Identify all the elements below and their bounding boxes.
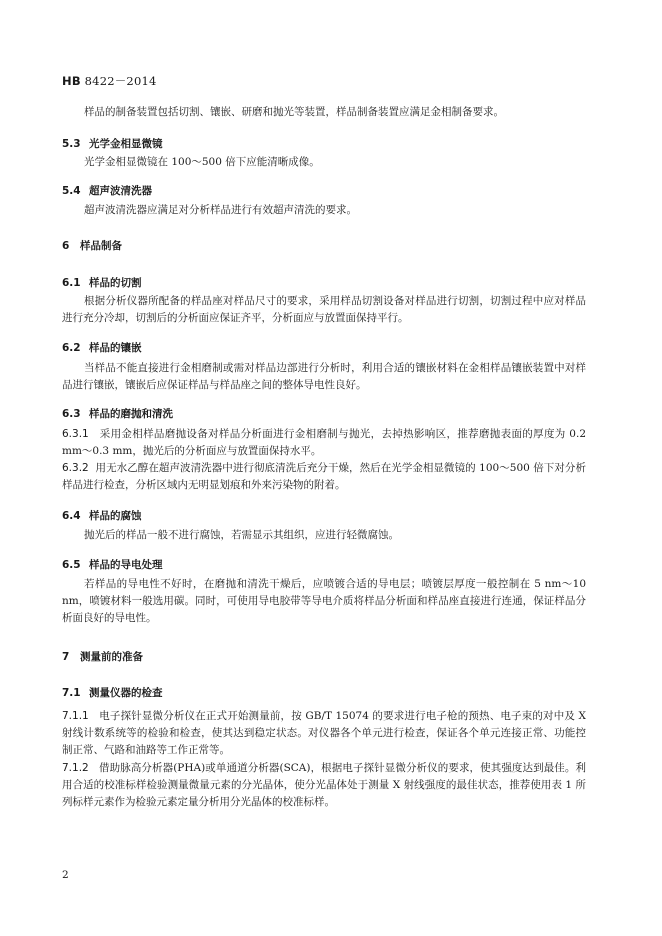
paragraph: 若样品的导电性不好时，在磨抛和清洗干燥后，应喷镀合适的导电层；喷镀层厚度一般控制在 5 nm～10 nm，喷镀材料一般选用碳。同时，可使用导电胶带等导电介质将样品分析面和样品座直接进行连通，保证样品分析面良好的导电性。 bbox=[62, 578, 586, 624]
paragraph: 抛光后的样品一般不进行腐蚀，若需显示其组织，应进行轻微腐蚀。 bbox=[84, 529, 399, 541]
page-number: 2 bbox=[62, 869, 69, 881]
paragraph: 当样品不能直接进行金相磨制或需对样品边部进行分析时，利用合适的镶嵌材料在金相样品镶嵌装置中对样品进行镶嵌，镶嵌后应保证样品与样品座之间的整体导电性良好。 bbox=[62, 362, 586, 391]
subclause-paragraph: 7.1.1 电子探针显微分析仪在正式开始测量前，按 GB/T 15074 的要求进行电子枪的预热、电子束的对中及 X 射线计数系统等的检验和检查，使其达到稳定状态。对仪器各个单元进行检查，保证各个单元连接正常、功能控制正常、气路和油路等工作正常等。 bbox=[62, 710, 587, 756]
standard-code: HB bbox=[62, 74, 81, 88]
section-heading: 5.3 光学金相显微镜 bbox=[62, 138, 163, 150]
subclause-paragraph: 7.1.2 借助脉高分析器(PHA)或单通道分析器(SCA)，根据电子探针显微分析仪的要求，使其强度达到最佳。利用合适的校准标样检验测量微量元素的分光晶体，使分光晶体处于测量 X 射线强度的最佳状态，推荐使用表 1 所列标样元素作为检验元素定量分析用分光晶体的校准标样。 bbox=[62, 762, 587, 808]
section-heading: 6.2 样品的镶嵌 bbox=[62, 342, 142, 354]
paragraph: 超声波清洗器应满足对分析样品进行有效超声清洗的要求。 bbox=[84, 204, 357, 216]
paragraph: 样品的制备装置包括切割、镶嵌、研磨和抛光等装置，样品制备装置应满足金相制备要求。 bbox=[84, 106, 504, 118]
section-heading: 6.3 样品的磨抛和清洗 bbox=[62, 408, 173, 420]
section-heading: 7.1 测量仪器的检查 bbox=[62, 687, 163, 699]
section-heading: 6.1 样品的切割 bbox=[62, 277, 142, 289]
paragraph: 光学金相显微镜在 100～500 倍下应能清晰成像。 bbox=[84, 156, 320, 168]
section-heading: 6.5 样品的导电处理 bbox=[62, 559, 163, 571]
chapter-heading: 7 测量前的准备 bbox=[62, 651, 143, 663]
paragraph: 根据分析仪器所配备的样品座对样品尺寸的要求，采用样品切割设备对样品进行切割，切割过程中应对样品进行充分冷却，切割后的分析面应保证齐平，分析面应与放置面保持平行。 bbox=[62, 295, 586, 324]
section-heading: 6.4 样品的腐蚀 bbox=[62, 510, 142, 522]
subclause-paragraph: 6.3.1 采用金相样品磨抛设备对样品分析面进行金相磨制与抛光，去掉热影响区，推荐磨抛表面的厚度为 0.2 mm～0.3 mm，抛光后的分析面应与放置面保持水平。 bbox=[62, 428, 586, 457]
subclause-paragraph: 6.3.2 用无水乙醇在超声波清洗器中进行彻底清洗后充分干燥，然后在光学金相显微镜的 100～500 倍下对分析样品进行检查，分析区域内无明显划痕和外来污染物的附着。 bbox=[62, 462, 586, 491]
chapter-heading: 6 样品制备 bbox=[62, 240, 122, 252]
standard-number: 8422－2014 bbox=[84, 74, 157, 88]
section-heading: 5.4 超声波清洗器 bbox=[62, 185, 152, 197]
standard-header bbox=[62, 73, 157, 89]
